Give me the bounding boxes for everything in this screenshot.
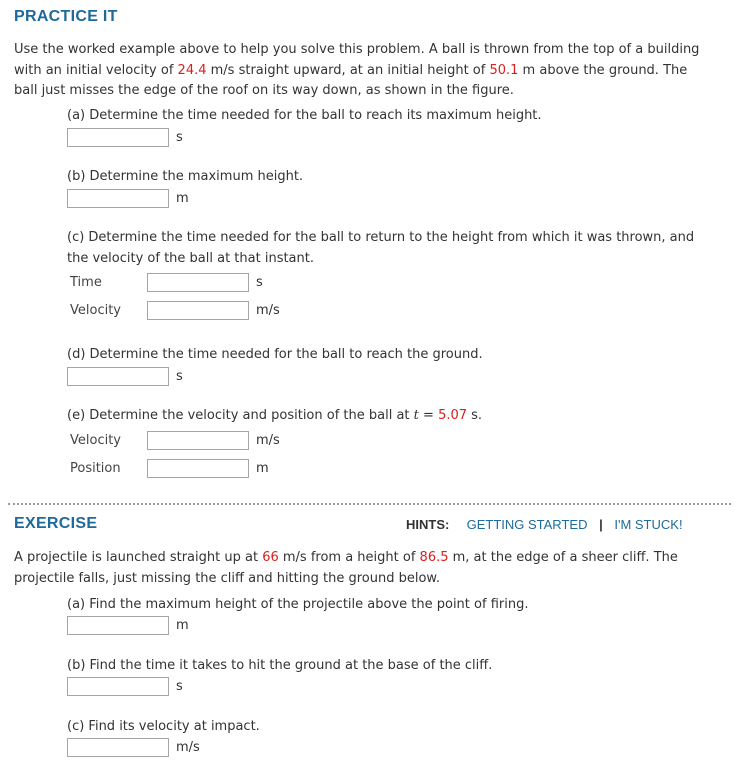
time-variable: t <box>413 408 419 423</box>
exercise-a-question: (a) Find the maximum height of the projectile above the point of firing. <box>67 597 529 612</box>
exercise-c-unit: m/s <box>176 740 200 755</box>
exercise-b-answer-input[interactable] <box>67 677 169 696</box>
practice-intro <box>14 40 729 102</box>
hints-label: HINTS: <box>406 517 450 532</box>
practice-a-answer-input[interactable] <box>67 128 169 147</box>
exercise-intro-line-2: projectile falls, just missing the cliff and hitting the ground below. <box>14 570 440 586</box>
im-stuck-link[interactable]: I'M STUCK! <box>614 517 683 532</box>
exercise-b-question: (b) Find the time it takes to hit the ground at the base of the cliff. <box>67 658 493 673</box>
exercise-c-answer-input[interactable] <box>67 738 169 757</box>
practice-c-velocity-input[interactable] <box>147 301 249 320</box>
exercise-title: EXERCISE <box>14 515 98 532</box>
e-time-value: 5.07 <box>438 408 468 423</box>
practice-b-answer-input[interactable] <box>67 189 169 208</box>
getting-started-link[interactable]: GETTING STARTED <box>466 517 588 532</box>
practice-title: PRACTICE IT <box>14 8 118 25</box>
hints-bar <box>406 517 683 532</box>
exercise-a-unit: m <box>176 618 189 633</box>
launch-height-value: 86.5 <box>419 550 449 565</box>
practice-e-velocity-input[interactable] <box>147 431 249 450</box>
practice-b-unit: m <box>176 191 189 206</box>
section-divider <box>8 503 731 505</box>
initial-velocity-value: 24.4 <box>177 62 207 78</box>
practice-a-question: (a) Determine the time needed for the ball to reach its maximum height. <box>67 108 542 123</box>
practice-e-position-input[interactable] <box>147 459 249 478</box>
practice-c-velocity-unit: m/s <box>256 303 280 318</box>
exercise-c-question: (c) Find its velocity at impact. <box>67 719 260 734</box>
practice-intro-line-2: with an initial velocity of 24.4 m/s straight upward, at an initial height of 50.1 m above the ground. The <box>14 62 688 78</box>
exercise-intro <box>14 548 729 589</box>
exercise-intro-line-1: A projectile is launched straight up at 66 m/s from a height of 86.5 m, at the edge of a sheer cliff. The <box>14 550 678 565</box>
practice-intro-line-3: ball just misses the edge of the roof on its way down, as shown in the figure. <box>14 83 514 98</box>
practice-a-unit: s <box>176 130 183 145</box>
practice-e-position-label: Position <box>70 461 121 476</box>
practice-d-answer-input[interactable] <box>67 367 169 386</box>
practice-c-question: (c) Determine the time needed for the ball to return to the height from which it was thrown, and the velocity of the ball at that instant. <box>67 230 695 266</box>
practice-c-time-label: Time <box>70 275 102 290</box>
practice-c-time-input[interactable] <box>147 273 249 292</box>
launch-speed-value: 66 <box>262 550 279 565</box>
practice-c-velocity-label: Velocity <box>70 303 121 318</box>
exercise-b-unit: s <box>176 679 183 694</box>
practice-intro-line-1: Use the worked example above to help you solve this problem. A ball is thrown from the top of a building <box>14 42 700 57</box>
practice-e-velocity-unit: m/s <box>256 433 280 448</box>
practice-b-question: (b) Determine the maximum height. <box>67 169 304 184</box>
exercise-a-answer-input[interactable] <box>67 616 169 635</box>
practice-e-question: (e) Determine the velocity and position of the ball at t = 5.07 s. <box>67 408 483 423</box>
hint-separator: | <box>599 517 603 532</box>
practice-e-position-unit: m <box>256 461 269 476</box>
initial-height-value: 50.1 <box>489 62 519 78</box>
practice-d-question: (d) Determine the time needed for the ball to reach the ground. <box>67 347 483 362</box>
practice-c-time-unit: s <box>256 275 263 290</box>
practice-e-velocity-label: Velocity <box>70 433 121 448</box>
practice-d-unit: s <box>176 369 183 384</box>
